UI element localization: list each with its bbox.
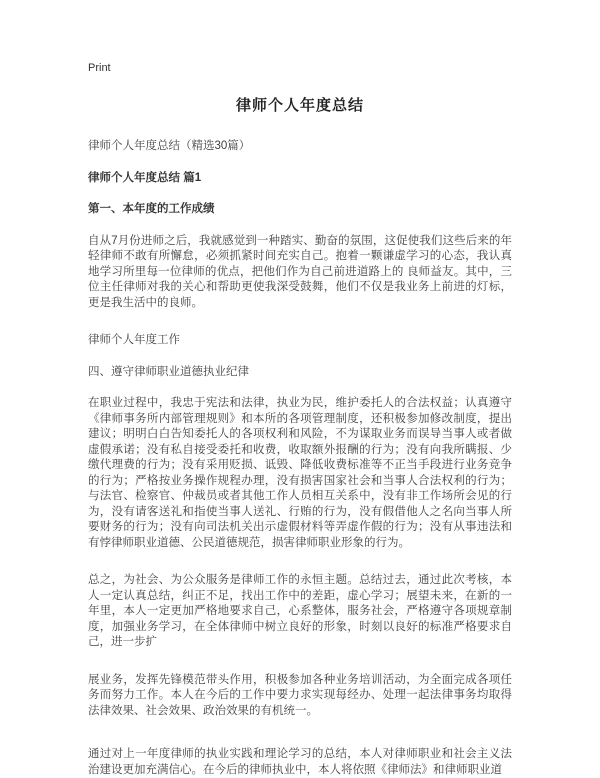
line-annual-work: 律师个人年度工作 <box>88 334 180 346</box>
paragraph-intro: 自从7月份进师之后，我就感觉到一种踏实、勤奋的氛围，这促使我们这些后来的年轻律师不敢有所懈怠，必须抓紧时间充实自己。抱着一颗谦虚学习的心态，我认真地学习所里每一位律师的优点，把他们作为自己前进道路上的 良师益友。其中，三位主任律师对我的关心和帮助更使我深受鼓舞，他们不仅是我业务上前进的灯标，更是我生活中的良师。 <box>88 234 512 309</box>
heading-ethics: 四、遵守律师职业道德执业纪律 <box>88 365 249 378</box>
document-title: 律师个人年度总结 <box>235 97 364 114</box>
section-heading: 律师个人年度总结 篇1 <box>88 171 202 184</box>
paragraph-expand-business: 展业务，发挥先锋模范带头作用，积极参加各种业务培训活动，为全面完成各项任务而努力工作。本人在今后的工作中要力求实现每经办、处理一起法律事务均取得法律效果、社会效果、政治效果的有机统一。 <box>88 673 512 717</box>
paragraph-ethics: 在职业过程中，我忠于宪法和法律，执业为民，维护委托人的合法权益；认真遵守《律师事务所内部管理规则》和本所的各项管理制度，还积极参加修改制度，提出建议；明明白白告知委托人的各项权利和风险，不为谋取业务而误导当事人或者做虚假承诺；没有私自接受委托和收费，收取额外报酬的行为；没有向我所瞒报、少缴代理费的行为；没有采用贬损、诋毁、降低收费标准等不正当手段进行业务竞争的行为；严格按业务操作规程办理，没有损害国家社会和当事人合法权利的行为；与法官、检察官、仲裁员或者其他工作人员相互关系中，没有非工作场所会见的行为，没有请客送礼和指使当事人送礼、行贿的行为，没有假借他人之名向当事人所要财务的行为；没有向司法机关出示虚假材料等弄虚作假的行为；没有从事违法和有悖律师职业道德、公民道德规范，损害律师职业形象的行为。 <box>88 397 512 549</box>
heading-achievements: 第一、本年度的工作成绩 <box>88 203 215 215</box>
paragraph-closing: 通过对上一年度律师的执业实践和理论学习的总结，本人对律师职业和社会主义法治建设更加充满信心。在今后的律师执业中，本人将依照《律师法》和律师职业道 <box>88 748 512 776</box>
print-button[interactable]: Print <box>88 62 111 74</box>
document-subtitle: 律师个人年度总结（精选30篇） <box>88 140 251 152</box>
paragraph-summary: 总之，为社会、为公众服务是律师工作的永恒主题。总结过去，通过此次考核，本人一定认真总结，纠正不足，找出工作中的差距，虚心学习；展望未来，在新的一年里，本人一定更加严格地要求自己，心系整体，服务社会，严格遵守各项规章制度，加强业务学习，在全体律师中树立良好的形象，时刻以良好的标准严格要求自己，进一步扩 <box>88 574 512 648</box>
